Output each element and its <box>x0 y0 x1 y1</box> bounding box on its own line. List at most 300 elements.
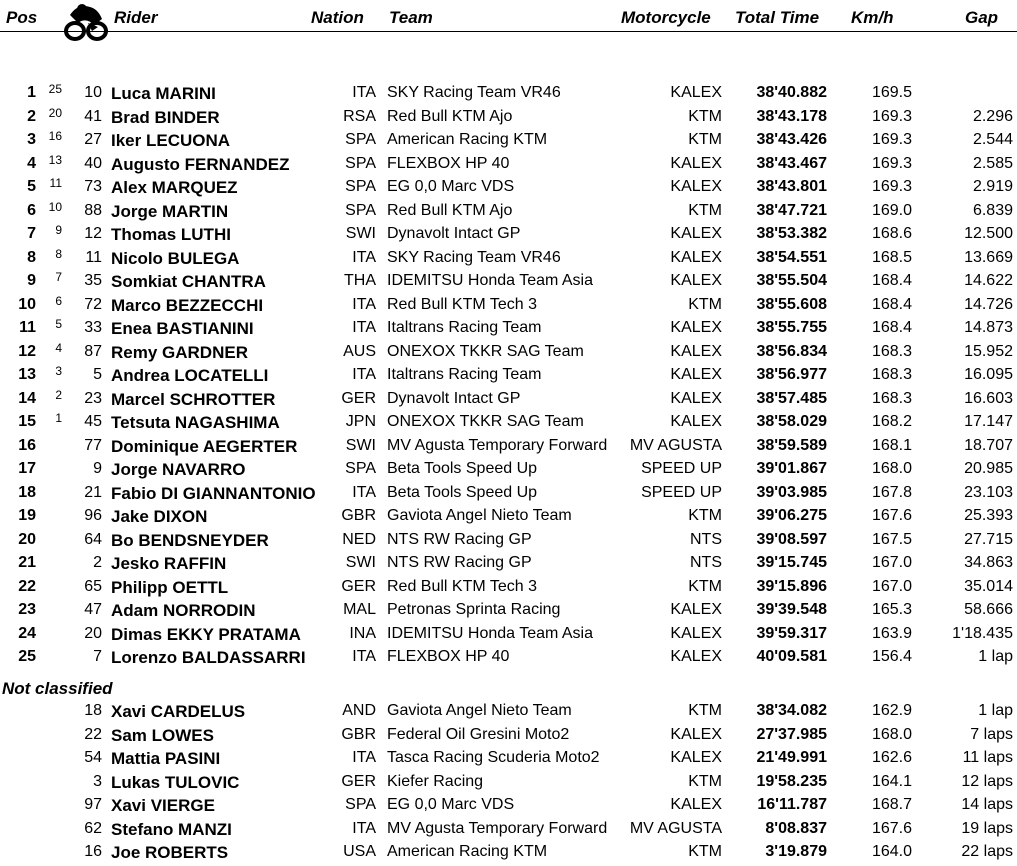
speed-kmh: 167.6 <box>871 507 912 524</box>
points: 8 <box>55 246 62 261</box>
points: 20 <box>48 105 62 120</box>
rider-number: 18 <box>84 702 102 719</box>
nation-code: NED <box>342 530 376 548</box>
gap: 7 laps <box>970 725 1013 743</box>
result-row <box>0 437 1017 460</box>
position: 23 <box>18 601 36 618</box>
gap: 18.707 <box>964 436 1013 454</box>
header-nation: Nation <box>311 8 364 27</box>
rider-name: Sam LOWES <box>111 725 214 745</box>
position: 5 <box>27 178 36 195</box>
header-rider: Rider <box>114 8 158 27</box>
total-time: 38'47.721 <box>756 201 827 219</box>
speed-kmh: 162.9 <box>871 702 912 719</box>
rider-name: Brad BINDER <box>111 107 220 127</box>
speed-kmh: 169.3 <box>871 178 912 195</box>
nation-code: ITA <box>352 319 376 336</box>
team-name: SKY Racing Team VR46 <box>387 248 561 266</box>
nation-code: GER <box>341 577 376 595</box>
nation-code: ITA <box>352 819 376 837</box>
gap: 19 laps <box>961 819 1013 837</box>
team-name: FLEXBOX HP 40 <box>387 648 510 665</box>
motorcycle: SPEED UP <box>641 460 722 477</box>
position: 2 <box>27 107 36 125</box>
motorcycle: NTS <box>690 530 722 548</box>
motorcycle: NTS <box>690 554 722 571</box>
rider-number: 41 <box>84 107 102 125</box>
gap: 2.296 <box>972 107 1013 125</box>
rider-number: 87 <box>84 342 102 360</box>
points: 9 <box>55 223 62 237</box>
rider-number: 64 <box>84 530 102 548</box>
nation-code: AND <box>342 702 376 719</box>
total-time: 40'09.581 <box>756 648 827 665</box>
total-time: 16'11.787 <box>757 796 827 813</box>
rider-number: 40 <box>84 154 102 172</box>
motorcycle: KALEX <box>670 319 722 336</box>
team-name: Italtrans Racing Team <box>387 319 542 336</box>
motorcycle: KALEX <box>670 272 722 289</box>
speed-kmh: 156.4 <box>871 648 912 665</box>
result-row <box>0 648 1017 671</box>
motorcycle: MV AGUSTA <box>629 819 722 837</box>
nation-code: GER <box>341 389 376 407</box>
nation-code: SPA <box>345 178 376 195</box>
nation-code: ITA <box>352 248 376 266</box>
points: 13 <box>48 152 62 167</box>
speed-kmh: 164.1 <box>871 772 912 790</box>
nation-code: ITA <box>352 295 376 313</box>
speed-kmh: 168.4 <box>871 319 912 336</box>
rider-number: 23 <box>84 389 102 407</box>
position: 12 <box>18 342 36 360</box>
nation-code: SWI <box>345 436 376 454</box>
nation-code: MAL <box>343 601 376 618</box>
result-row <box>0 366 1017 389</box>
rider-name: Marcel SCHROTTER <box>111 389 276 409</box>
rider-name: Alex MARQUEZ <box>111 178 238 197</box>
rider-number: 45 <box>84 413 102 430</box>
speed-kmh: 168.5 <box>871 248 912 266</box>
total-time: 38'56.834 <box>756 342 827 360</box>
position: 7 <box>27 225 36 242</box>
position: 4 <box>27 154 36 172</box>
motorcycle: KTM <box>688 702 722 719</box>
rider-name: Jorge MARTIN <box>111 201 229 221</box>
rider-number: 27 <box>84 131 102 148</box>
rider-name: Iker LECUONA <box>111 131 231 150</box>
team-name: EG 0,0 Marc VDS <box>387 178 515 195</box>
result-row <box>0 749 1017 772</box>
total-time: 39'06.275 <box>756 507 827 524</box>
team-name: Dynavolt Intact GP <box>387 225 521 242</box>
result-row <box>0 319 1017 342</box>
points: 10 <box>48 199 62 214</box>
result-row <box>0 105 1017 131</box>
team-name: Kiefer Racing <box>387 772 484 790</box>
position: 6 <box>27 201 36 219</box>
rider-number: 47 <box>84 601 102 618</box>
points: 1 <box>55 411 62 425</box>
nation-code: JPN <box>345 413 376 430</box>
rider-number: 21 <box>84 483 102 501</box>
total-time: 39'01.867 <box>756 460 827 477</box>
speed-kmh: 168.1 <box>871 436 912 454</box>
nation-code: ITA <box>352 84 376 101</box>
gap: 20.985 <box>964 460 1013 477</box>
gap: 34.863 <box>964 554 1013 571</box>
position: 10 <box>18 295 36 313</box>
team-name: SKY Racing Team VR46 <box>387 84 561 101</box>
team-name: American Racing KTM <box>387 131 548 148</box>
header-divider <box>0 31 1017 32</box>
nation-code: RSA <box>343 107 376 125</box>
rider-number: 12 <box>84 225 102 242</box>
position: 17 <box>18 460 36 477</box>
nation-code: USA <box>343 843 376 860</box>
header-pos: Pos <box>6 8 38 27</box>
speed-kmh: 169.3 <box>871 154 912 172</box>
speed-kmh: 168.3 <box>871 389 912 407</box>
header-motorcycle: Motorcycle <box>621 8 711 27</box>
gap: 25.393 <box>964 507 1013 524</box>
total-time: 8'08.837 <box>765 819 827 837</box>
gap: 58.666 <box>964 601 1013 618</box>
total-time: 39'15.745 <box>756 554 827 571</box>
gap: 12.500 <box>964 225 1013 242</box>
team-name: MV Agusta Temporary Forward <box>387 819 608 837</box>
rider-name: Jorge NAVARRO <box>111 460 246 479</box>
nation-code: ITA <box>352 483 376 501</box>
rider-number: 77 <box>84 436 102 454</box>
motorcycle: KALEX <box>670 225 722 242</box>
motorcycle: KALEX <box>670 725 722 743</box>
points: 6 <box>55 293 62 308</box>
total-time: 38'55.755 <box>756 319 827 336</box>
position: 8 <box>27 248 36 266</box>
total-time: 38'43.801 <box>756 178 827 195</box>
rider-name: Philipp OETTL <box>111 577 229 597</box>
speed-kmh: 167.0 <box>871 577 912 595</box>
gap: 12 laps <box>961 772 1013 790</box>
position: 11 <box>19 319 36 336</box>
nation-code: SPA <box>345 154 376 172</box>
motorcycle: KTM <box>688 772 722 790</box>
rider-number: 3 <box>93 772 102 790</box>
speed-kmh: 168.6 <box>871 225 912 242</box>
speed-kmh: 167.0 <box>871 554 912 571</box>
result-row <box>0 413 1017 436</box>
points: 16 <box>48 129 62 143</box>
motorcycle: KALEX <box>670 84 722 101</box>
total-time: 39'03.985 <box>756 483 827 501</box>
motorcycle: KTM <box>688 131 722 148</box>
result-row <box>0 726 1017 749</box>
speed-kmh: 168.2 <box>871 413 912 430</box>
motorcycle: SPEED UP <box>641 483 722 501</box>
motorcycle: KALEX <box>670 389 722 407</box>
speed-kmh: 168.4 <box>871 272 912 289</box>
team-name: Red Bull KTM Ajo <box>387 107 513 125</box>
header-kmh: Km/h <box>851 8 894 27</box>
rider-number: 65 <box>84 577 102 595</box>
team-name: Beta Tools Speed Up <box>387 483 538 501</box>
total-time: 19'58.235 <box>756 772 827 790</box>
total-time: 38'57.485 <box>756 389 827 407</box>
position: 15 <box>18 413 36 430</box>
rider-name: Jesko RAFFIN <box>111 554 227 573</box>
nation-code: GBR <box>341 725 376 743</box>
rider-name: Dominique AEGERTER <box>111 436 298 456</box>
team-name: NTS RW Racing GP <box>387 530 532 548</box>
motorcycle: KTM <box>688 201 722 219</box>
team-name: American Racing KTM <box>387 843 548 860</box>
rider-name: Xavi CARDELUS <box>111 702 246 721</box>
rider-name: Nicolo BULEGA <box>111 248 240 268</box>
motorcycle: KALEX <box>670 624 722 642</box>
rider-name: Stefano MANZI <box>111 819 232 839</box>
result-row <box>0 625 1017 648</box>
rider-number: 20 <box>84 624 102 642</box>
gap: 2.544 <box>972 131 1013 148</box>
result-row <box>0 131 1017 154</box>
motorcycle: KTM <box>688 107 722 125</box>
total-time: 38'43.426 <box>756 131 827 148</box>
motorcycle: MV AGUSTA <box>629 436 722 454</box>
result-row <box>0 773 1017 796</box>
team-name: Gaviota Angel Nieto Team <box>387 702 572 719</box>
total-time: 38'43.467 <box>756 154 827 172</box>
nation-code: ITA <box>352 648 376 665</box>
team-name: Red Bull KTM Tech 3 <box>387 577 537 595</box>
result-row <box>0 601 1017 624</box>
points: 5 <box>55 317 62 331</box>
nation-code: ITA <box>352 366 376 383</box>
team-name: FLEXBOX HP 40 <box>387 154 510 172</box>
speed-kmh: 168.3 <box>871 342 912 360</box>
motorcycle: KALEX <box>670 366 722 383</box>
rider-number: 72 <box>84 295 102 313</box>
rider-name: Remy GARDNER <box>111 342 248 362</box>
speed-kmh: 162.6 <box>871 749 912 766</box>
speed-kmh: 165.3 <box>871 601 912 618</box>
header-total-time: Total Time <box>735 8 820 27</box>
motorcycle: KTM <box>688 507 722 524</box>
rider-name: Enea BASTIANINI <box>111 319 254 338</box>
rider-number: 2 <box>93 554 102 571</box>
speed-kmh: 167.8 <box>871 483 912 501</box>
position: 18 <box>18 483 36 501</box>
header-team: Team <box>389 8 433 27</box>
speed-kmh: 169.3 <box>871 131 912 148</box>
rider-number: 11 <box>85 248 102 266</box>
not-classified-heading: Not classified <box>2 679 113 698</box>
result-row <box>0 820 1017 843</box>
total-time: 27'37.985 <box>756 725 827 743</box>
speed-kmh: 168.0 <box>871 725 912 743</box>
total-time: 3'19.879 <box>765 843 827 860</box>
result-row <box>0 178 1017 201</box>
speed-kmh: 168.4 <box>871 295 912 313</box>
rider-name: Mattia PASINI <box>111 749 221 768</box>
rider-name: Dimas EKKY PRATAMA <box>111 624 301 644</box>
rider-name: Andrea LOCATELLI <box>111 366 269 385</box>
gap: 1 lap <box>978 702 1013 719</box>
motorcycle: KALEX <box>670 413 722 430</box>
rider-name: Augusto FERNANDEZ <box>111 154 290 174</box>
motorcycle-logo-icon <box>64 1 108 41</box>
gap: 2.919 <box>972 178 1013 195</box>
header-gap: Gap <box>965 8 999 27</box>
rider-name: Tetsuta NAGASHIMA <box>111 413 280 432</box>
rider-name: Joe ROBERTS <box>111 843 229 862</box>
rider-name: Lukas TULOVIC <box>111 772 240 792</box>
result-row <box>0 246 1017 272</box>
motorcycle: KALEX <box>670 154 722 172</box>
position: 21 <box>18 554 36 571</box>
total-time: 39'39.548 <box>756 601 827 618</box>
nation-code: SPA <box>345 131 376 148</box>
rider-number: 54 <box>84 749 102 766</box>
speed-kmh: 169.0 <box>871 201 912 219</box>
points: 11 <box>49 176 62 190</box>
rider-number: 96 <box>84 507 102 524</box>
nation-code: ITA <box>352 749 376 766</box>
total-time: 38'58.029 <box>756 413 827 430</box>
rider-number: 33 <box>84 319 102 336</box>
gap: 6.839 <box>972 201 1013 219</box>
rider-number: 7 <box>93 648 102 665</box>
gap: 1 lap <box>978 648 1013 665</box>
speed-kmh: 169.3 <box>871 107 912 125</box>
gap: 2.585 <box>972 154 1013 172</box>
team-name: Federal Oil Gresini Moto2 <box>387 725 570 743</box>
gap: 27.715 <box>964 530 1013 548</box>
speed-kmh: 168.0 <box>871 460 912 477</box>
result-row <box>0 272 1017 295</box>
total-time: 21'49.991 <box>756 749 827 766</box>
rider-number: 9 <box>93 460 102 477</box>
speed-kmh: 164.0 <box>871 843 912 860</box>
gap: 22 laps <box>961 843 1013 860</box>
total-time: 39'08.597 <box>756 530 827 548</box>
nation-code: SWI <box>345 225 376 242</box>
motorcycle: KTM <box>688 843 722 860</box>
rider-number: 97 <box>84 796 102 813</box>
points: 3 <box>55 364 62 378</box>
rider-name: Luca MARINI <box>111 84 216 103</box>
motorcycle: KALEX <box>670 601 722 618</box>
team-name: Italtrans Racing Team <box>387 366 542 383</box>
position: 14 <box>18 389 36 407</box>
nation-code: GER <box>341 772 376 790</box>
rider-number: 88 <box>84 201 102 219</box>
rider-name: Thomas LUTHI <box>111 225 231 244</box>
total-time: 38'55.608 <box>756 295 827 313</box>
result-row <box>0 84 1017 107</box>
result-row <box>0 225 1017 248</box>
speed-kmh: 167.6 <box>871 819 912 837</box>
rider-number: 73 <box>84 178 102 195</box>
team-name: Gaviota Angel Nieto Team <box>387 507 572 524</box>
position: 20 <box>18 530 36 548</box>
gap: 16.603 <box>964 389 1013 407</box>
nation-code: GBR <box>341 507 376 524</box>
team-name: Beta Tools Speed Up <box>387 460 538 477</box>
result-row <box>0 460 1017 483</box>
team-name: IDEMITSU Honda Team Asia <box>387 624 594 642</box>
rider-number: 62 <box>84 819 102 837</box>
result-row <box>0 484 1017 507</box>
total-time: 38'43.178 <box>756 107 827 125</box>
motorcycle: KALEX <box>670 248 722 266</box>
total-time: 38'40.882 <box>756 84 827 101</box>
team-name: ONEXOX TKKR SAG Team <box>387 342 584 360</box>
result-row <box>0 531 1017 554</box>
team-name: Petronas Sprinta Racing <box>387 601 561 618</box>
position: 25 <box>18 648 36 665</box>
team-name: Dynavolt Intact GP <box>387 389 521 407</box>
gap: 1'18.435 <box>952 624 1013 642</box>
motorcycle: KTM <box>688 577 722 595</box>
total-time: 39'15.896 <box>756 577 827 595</box>
gap: 14.726 <box>964 295 1013 313</box>
motorcycle: KALEX <box>670 648 722 665</box>
result-row <box>0 554 1017 577</box>
nation-code: AUS <box>343 342 376 360</box>
rider-number: 35 <box>84 272 102 289</box>
rider-number: 10 <box>84 84 102 101</box>
rider-name: Bo BENDSNEYDER <box>111 530 269 550</box>
points: 4 <box>55 340 62 355</box>
gap: 35.014 <box>964 577 1013 595</box>
rider-name: Lorenzo BALDASSARRI <box>111 648 306 667</box>
speed-kmh: 167.5 <box>871 530 912 548</box>
results-header <box>0 0 1017 36</box>
position: 13 <box>18 366 36 383</box>
speed-kmh: 168.3 <box>871 366 912 383</box>
speed-kmh: 168.7 <box>871 796 912 813</box>
motorcycle: KALEX <box>670 342 722 360</box>
rider-name: Somkiat CHANTRA <box>111 272 266 291</box>
position: 9 <box>27 272 36 289</box>
total-time: 38'53.382 <box>756 225 827 242</box>
team-name: Red Bull KTM Ajo <box>387 201 513 219</box>
position: 22 <box>18 577 36 595</box>
result-row <box>0 387 1017 413</box>
rider-name: Jake DIXON <box>111 507 208 526</box>
rider-name: Marco BEZZECCHI <box>111 295 264 315</box>
motorcycle: KALEX <box>670 178 722 195</box>
result-row <box>0 507 1017 530</box>
position: 24 <box>18 624 36 642</box>
result-row <box>0 340 1017 366</box>
gap: 14.873 <box>964 319 1013 336</box>
team-name: EG 0,0 Marc VDS <box>387 796 515 813</box>
result-row <box>0 702 1017 725</box>
total-time: 38'54.551 <box>756 248 827 266</box>
result-row <box>0 293 1017 319</box>
team-name: Tasca Racing Scuderia Moto2 <box>387 749 600 766</box>
rider-name: Adam NORRODIN <box>111 601 256 620</box>
points: 25 <box>48 82 62 96</box>
gap: 14.622 <box>964 272 1013 289</box>
position: 1 <box>27 84 36 101</box>
rider-name: Fabio DI GIANNANTONIO <box>111 483 316 503</box>
rider-number: 22 <box>84 725 102 743</box>
nation-code: SPA <box>345 201 376 219</box>
position: 3 <box>27 131 36 148</box>
